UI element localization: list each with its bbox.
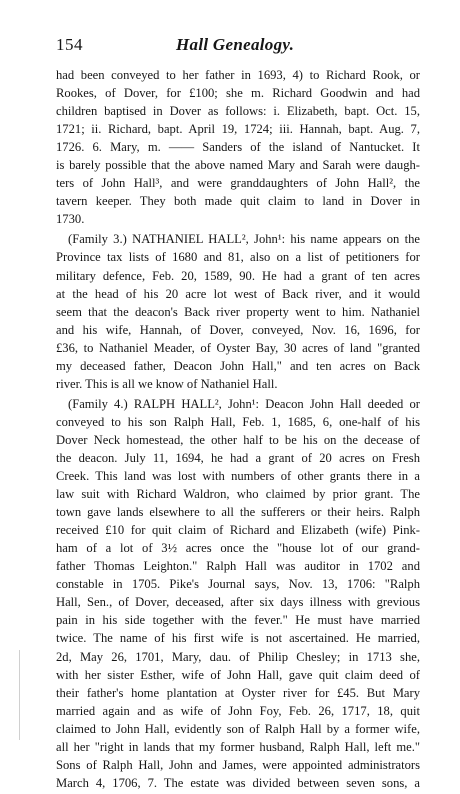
text-line: pain in his side together with the fever." He must have married bbox=[56, 613, 420, 628]
text-line: (Family 3.) NATHANIEL HALL², John¹: his name appears on the bbox=[68, 232, 420, 247]
text-line: twice. The name of his first wife is not ascertained. He married, bbox=[56, 631, 420, 646]
text-line: children baptised in Dover as follows: i. Elizabeth, bapt. Oct. 15, bbox=[56, 104, 420, 119]
text-line: Rookes, of Dover, for £100; she m. Richard Goodwin and had bbox=[56, 86, 420, 101]
text-line: 1726. 6. Mary, m. —— Sanders of the island of Nantucket. It bbox=[56, 140, 420, 155]
text-line: their father's home plantation at Oyster river for £45. But Mary bbox=[56, 685, 420, 700]
text-line: is barely possible that the above named Mary and Sarah were daugh- bbox=[56, 158, 420, 173]
text-line: £36, to Nathaniel Meader, of Oyster Bay, 30 acres of land "granted bbox=[56, 340, 420, 355]
text-line: 1721; ii. Richard, bapt. April 19, 1724; iii. Hannah, bapt. Aug. 7, bbox=[56, 122, 420, 137]
paragraph-1 bbox=[56, 66, 420, 228]
text-line: Dover Neck homestead, the other half to be his on the decease of bbox=[56, 432, 420, 447]
text-line: Province tax lists of 1680 and 81, also on a list of petitioners for bbox=[56, 250, 420, 265]
text-line: claimed to John Hall, evidently son of Ralph Hall by a former wife, bbox=[56, 721, 420, 736]
body-text bbox=[56, 66, 420, 794]
text-line: (Family 4.) RALPH HALL², John¹: Deacon John Hall deeded or bbox=[68, 396, 420, 411]
text-line: married again and as wife of John Foy, Feb. 26, 1717, 18, quit bbox=[56, 703, 420, 718]
text-line: the deacon. July 11, 1694, he had a grant of 20 acres on Fresh bbox=[56, 450, 420, 465]
text-line: March 4, 1706, 7. The estate was divided between seven sons, a bbox=[56, 775, 420, 790]
text-line: and his wife, Hannah, of Dover, conveyed, Nov. 16, 1696, for bbox=[56, 322, 420, 337]
scan-margin-mark bbox=[19, 650, 20, 740]
text-line: all her "right in lands that my former husband, Ralph Hall, left me." bbox=[56, 739, 420, 754]
text-line: my deceased father, Deacon John Hall," and ten acres on Back bbox=[56, 358, 420, 373]
paragraph-3 bbox=[56, 395, 420, 792]
text-line: river. This is all we know of Nathaniel Hall. bbox=[56, 376, 278, 391]
text-line: town gave lands elsewhere to all the sufferers or their heirs. Ralph bbox=[56, 505, 420, 520]
text-line: father Thomas Leighton." Ralph Hall was auditor in 1702 and bbox=[56, 559, 420, 574]
page-number: 154 bbox=[56, 35, 83, 54]
text-line: tavern keeper. They both made quit claim to land in Dover in bbox=[56, 194, 420, 209]
text-line: had been conveyed to her father in 1693, 4) to Richard Rook, or bbox=[56, 68, 420, 82]
text-line: 2d, May 26, 1701, Mary, dau. of Philip Chesley; in 1713 she, bbox=[56, 649, 420, 664]
text-line: received £10 for quit claim of Richard and Elizabeth (wife) Pink- bbox=[56, 523, 420, 538]
text-line: ters of John Hall³, and were granddaughters of John Hall², the bbox=[56, 176, 420, 191]
text-line: military defence, Feb. 20, 1589, 90. He had a grant of ten acres bbox=[56, 268, 420, 283]
page-header bbox=[56, 35, 412, 57]
text-line: Creek. This land was lost with numbers of other grants there in a bbox=[56, 469, 420, 484]
text-line: law suit with Richard Waldron, who claimed by prior grant. The bbox=[56, 487, 420, 502]
text-line: constable in 1705. Pike's Journal says, Nov. 13, 1706: "Ralph bbox=[56, 577, 420, 592]
running-head: Hall Genealogy. bbox=[176, 35, 295, 54]
paragraph-2 bbox=[56, 230, 420, 392]
text-line: with her sister Esther, wife of John Hall, gave quit claim deed of bbox=[56, 667, 420, 682]
text-line: at the head of his 20 acre lot west of Back river, and it would bbox=[56, 286, 420, 301]
text-line: conveyed to his son Ralph Hall, Feb. 1, 1685, 6, one-half of his bbox=[56, 414, 420, 429]
text-line: ham of a lot of 3½ acres once the "house lot of our grand- bbox=[56, 541, 420, 556]
text-line: seem that the deacon's Back river property went to him. Nathaniel bbox=[56, 304, 420, 319]
text-line: Sons of Ralph Hall, John and James, were appointed administrators bbox=[56, 757, 420, 772]
text-line: 1730. bbox=[56, 212, 85, 227]
text-line: Hall, Sen., of Dover, deceased, after six days illness with grevious bbox=[56, 595, 420, 610]
